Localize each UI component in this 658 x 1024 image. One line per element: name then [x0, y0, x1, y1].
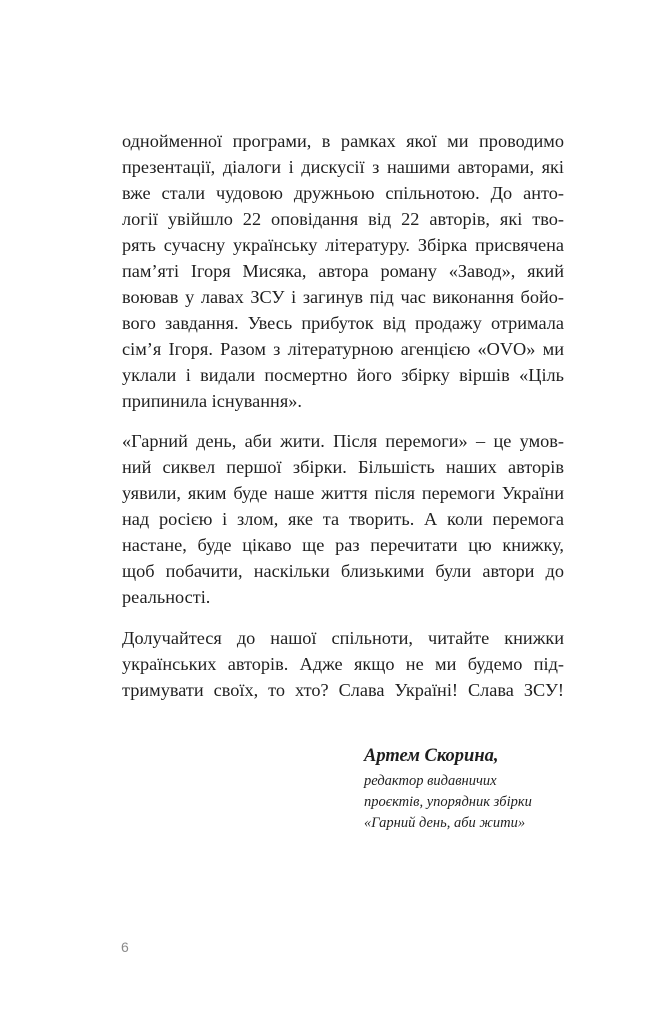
- text-line: щоб побачити, наскільки близькими були автори до: [122, 561, 564, 581]
- text-line: тримувати своїх, то хто? Слава Україні! Слава ЗСУ!: [122, 680, 564, 700]
- author-role-line: редактор видавничих: [364, 773, 497, 789]
- text-line: вже стали чудовою дружньою спільнотою. До анто-: [122, 183, 564, 203]
- author-role-line: проєктів, упорядник збірки: [364, 794, 532, 810]
- text-line: однойменної програми, в рамках якої ми проводимо: [122, 131, 564, 151]
- signature-block: [364, 744, 584, 834]
- text-line: пам’яті Ігоря Мисяка, автора роману «Завод», який: [122, 261, 564, 281]
- text-line: презентації, діалоги і дискусії з нашими авторами, які: [122, 157, 564, 177]
- text-line: Долучайтеся до нашої спільноти, читайте книжки: [122, 628, 564, 648]
- text-line: реальності.: [122, 587, 211, 607]
- text-line: уявили, яким буде наше життя після перемоги України: [122, 483, 564, 503]
- text-line: над росією і злом, яке та творить. А коли перемога: [122, 509, 564, 529]
- text-line: уклали і видали посмертно його збірку віршів «Ціль: [122, 365, 564, 385]
- text-line: настане, буде цікаво ще раз перечитати цю книжку,: [122, 535, 564, 555]
- text-line: припинила існування».: [122, 391, 302, 411]
- paragraph-3: [122, 625, 564, 703]
- text-line: воював у лавах ЗСУ і загинув під час виконання бойо-: [122, 287, 564, 307]
- text-line: вого завдання. Увесь прибуток від продажу отримала: [122, 313, 564, 333]
- page-number: 6: [121, 939, 129, 955]
- text-line: «Гарний день, аби жити. Після перемоги» – це умов-: [122, 431, 564, 451]
- text-line: сім’я Ігоря. Разом з літературною агенцією «OVO» ми: [122, 339, 564, 359]
- author-name: Артем Скорина,: [364, 746, 499, 766]
- paragraph-2: [122, 428, 564, 610]
- text-line: українських авторів. Адже якщо не ми будемо під-: [122, 654, 564, 674]
- text-line: ний сиквел першої збірки. Більшість наших авторів: [122, 457, 564, 477]
- paragraph-1: [122, 128, 564, 414]
- text-line: логії увійшло 22 оповідання від 22 авторів, які тво-: [122, 209, 564, 229]
- author-role-line: «Гарний день, аби жити»: [364, 815, 526, 831]
- text-line: рять сучасну українську літературу. Збірка присвячена: [122, 235, 564, 255]
